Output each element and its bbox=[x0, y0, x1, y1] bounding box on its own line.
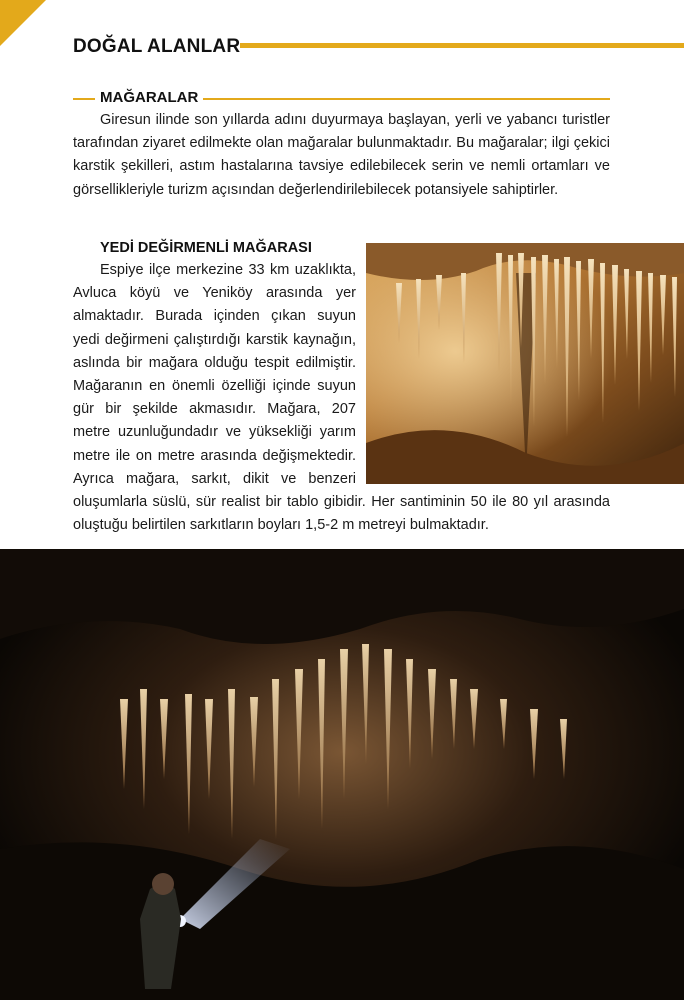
intro-paragraph: Giresun ilinde son yıllarda adını duyurmaya başlayan, yerli ve yabancı turistler tarafından ziyaret edilmekte olan mağaralar bulunmaktadır. Bu mağaralar; ilgi çekici karstik şekilleri, astım hastalarına tavsiye edilebilecek serin ve nemli ortamları ve görsellikleriyle turizm açısından değerlendirilebilecek potansiyele sahiptirler. bbox=[73, 112, 610, 198]
section-title: MAĞARALAR bbox=[100, 89, 199, 106]
title-rule bbox=[240, 43, 684, 48]
section-rule-right bbox=[203, 98, 610, 100]
cave-interior-photo bbox=[0, 549, 684, 1000]
cave-title: YEDİ DEĞİRMENLİ MAĞARASI bbox=[100, 240, 312, 256]
corner-accent bbox=[0, 0, 46, 46]
page-title: DOĞAL ALANLAR bbox=[73, 36, 241, 57]
section-rule-left bbox=[73, 98, 95, 100]
stalactite-photo bbox=[366, 243, 684, 484]
cave-paragraph bbox=[73, 259, 610, 537]
cave-text: Espiye ilçe merkezine 33 km uzaklıkta, Avluca köyü ve Yeniköy arasında yer almaktadır. Burada içinden çıkan suyun yedi değirmeni çalıştırdığı karstik kaynağın, aslında bir mağara olduğu tespit edilmiştir. Mağaranın en önemli özelliği içinde suyun gür bir şekilde akmasıdır. Mağara, 207 metre uzunluğundadır ve yüksekliği yarım metre ile on metre arasında değişmektedir. Ayrıca mağara, sarkıt, dikit ve benzeri oluşumlarla süslü, sür realist bir tablo gibidir. Her santiminin 50 ile 80 yıl arasında oluştuğu belirtilen sarkıtların boyları 1,5-2 m metreyi bulmaktadır. bbox=[73, 262, 610, 534]
